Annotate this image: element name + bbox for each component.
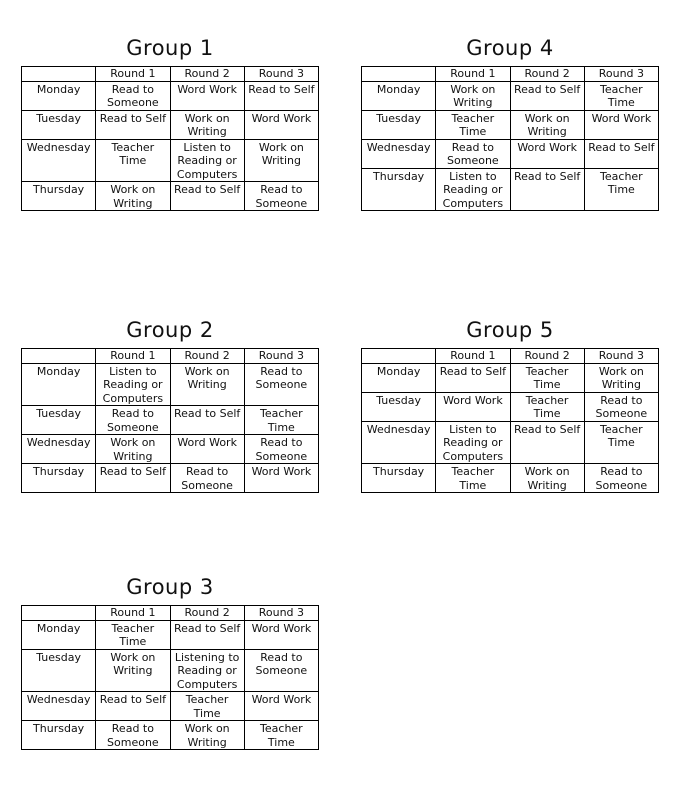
- schedule-table: [21, 348, 319, 493]
- group-2: [21, 315, 319, 493]
- activity-cell: Read to Self: [96, 692, 170, 721]
- activity-cell: Word Work: [244, 110, 318, 139]
- activity-cell: Word Work: [170, 81, 244, 110]
- activity-cell: Word Work: [244, 620, 318, 649]
- round-header: Round 3: [244, 349, 318, 364]
- activity-cell: Word Work: [244, 464, 318, 493]
- activity-cell: Teacher Time: [584, 168, 658, 211]
- activity-cell: Listen to Reading or Computers: [96, 363, 170, 406]
- table-row: [362, 464, 659, 493]
- table-row: [362, 421, 659, 464]
- schedule-table: [21, 66, 319, 211]
- activity-cell: Teacher Time: [170, 692, 244, 721]
- activity-cell: Read to Someone: [244, 649, 318, 692]
- group-title: Group 5: [466, 318, 554, 342]
- group-4: [361, 33, 659, 211]
- activity-cell: Word Work: [584, 110, 658, 139]
- activity-cell: Read to Self: [510, 168, 584, 211]
- table-row: [22, 649, 319, 692]
- day-cell: Thursday: [362, 168, 436, 211]
- table-row: [22, 692, 319, 721]
- header-row: [362, 67, 659, 82]
- activity-cell: Read to Someone: [96, 81, 170, 110]
- activity-cell: Teacher Time: [510, 392, 584, 421]
- activity-cell: Listen to Reading or Computers: [436, 421, 510, 464]
- round-header: Round 1: [96, 606, 170, 621]
- group-1: [21, 33, 319, 211]
- round-header: Round 3: [584, 349, 658, 364]
- day-cell: Wednesday: [22, 435, 96, 464]
- activity-cell: Read to Self: [436, 363, 510, 392]
- activity-cell: Read to Someone: [96, 721, 170, 750]
- day-cell: Monday: [362, 81, 436, 110]
- day-cell: Wednesday: [22, 139, 96, 182]
- activity-cell: Teacher Time: [584, 81, 658, 110]
- activity-cell: Work on Writing: [510, 464, 584, 493]
- day-cell: Wednesday: [362, 139, 436, 168]
- table-row: [22, 81, 319, 110]
- day-cell: Thursday: [22, 721, 96, 750]
- table-row: [22, 721, 319, 750]
- activity-cell: Read to Self: [96, 110, 170, 139]
- round-header: Round 2: [170, 606, 244, 621]
- activity-cell: Work on Writing: [436, 81, 510, 110]
- table-row: [22, 110, 319, 139]
- round-header: Round 1: [96, 67, 170, 82]
- day-cell: Monday: [362, 363, 436, 392]
- corner-cell: [22, 606, 96, 621]
- day-cell: Monday: [22, 620, 96, 649]
- activity-cell: Read to Self: [170, 620, 244, 649]
- activity-cell: Listen to Reading or Computers: [436, 168, 510, 211]
- header-row: [22, 349, 319, 364]
- corner-cell: [22, 349, 96, 364]
- round-header: Round 1: [96, 349, 170, 364]
- header-row: [22, 606, 319, 621]
- day-cell: Monday: [22, 81, 96, 110]
- group-title: Group 2: [126, 318, 214, 342]
- activity-cell: Teacher Time: [584, 421, 658, 464]
- activity-cell: Teacher Time: [244, 721, 318, 750]
- activity-cell: Word Work: [244, 692, 318, 721]
- table-row: [362, 110, 659, 139]
- day-cell: Tuesday: [22, 649, 96, 692]
- table-row: [362, 363, 659, 392]
- day-cell: Thursday: [22, 464, 96, 493]
- round-header: Round 3: [584, 67, 658, 82]
- activity-cell: Listen to Reading or Computers: [170, 139, 244, 182]
- table-row: [362, 139, 659, 168]
- corner-cell: [22, 67, 96, 82]
- round-header: Round 1: [436, 349, 510, 364]
- group-5: [361, 315, 659, 493]
- table-row: [22, 139, 319, 182]
- activity-cell: Work on Writing: [170, 363, 244, 406]
- activity-cell: Teacher Time: [244, 406, 318, 435]
- header-row: [362, 349, 659, 364]
- activity-cell: Teacher Time: [510, 363, 584, 392]
- activity-cell: Read to Self: [510, 421, 584, 464]
- schedule-table: [21, 605, 319, 750]
- table-row: [362, 81, 659, 110]
- round-header: Round 2: [170, 349, 244, 364]
- activity-cell: Read to Someone: [170, 464, 244, 493]
- table-row: [22, 435, 319, 464]
- activity-cell: Work on Writing: [96, 435, 170, 464]
- day-cell: Tuesday: [362, 110, 436, 139]
- activity-cell: Read to Self: [244, 81, 318, 110]
- activity-cell: Read to Someone: [96, 406, 170, 435]
- group-title: Group 1: [126, 36, 214, 60]
- activity-cell: Listening to Reading or Computers: [170, 649, 244, 692]
- activity-cell: Work on Writing: [584, 363, 658, 392]
- table-row: [362, 392, 659, 421]
- day-cell: Tuesday: [22, 406, 96, 435]
- activity-cell: Read to Someone: [584, 464, 658, 493]
- activity-cell: Read to Someone: [584, 392, 658, 421]
- table-row: [22, 363, 319, 406]
- round-header: Round 2: [510, 349, 584, 364]
- schedule-table: [361, 66, 659, 211]
- round-header: Round 3: [244, 67, 318, 82]
- day-cell: Thursday: [362, 464, 436, 493]
- table-row: [22, 406, 319, 435]
- table-row: [22, 182, 319, 211]
- day-cell: Tuesday: [22, 110, 96, 139]
- activity-cell: Work on Writing: [170, 110, 244, 139]
- activity-cell: Work on Writing: [170, 721, 244, 750]
- activity-cell: Read to Someone: [436, 139, 510, 168]
- header-row: [22, 67, 319, 82]
- schedule-table: [361, 348, 659, 493]
- table-row: [362, 168, 659, 211]
- round-header: Round 1: [436, 67, 510, 82]
- activity-cell: Work on Writing: [96, 182, 170, 211]
- group-3: [21, 572, 319, 750]
- activity-cell: Read to Self: [96, 464, 170, 493]
- corner-cell: [362, 67, 436, 82]
- activity-cell: Read to Self: [584, 139, 658, 168]
- activity-cell: Word Work: [510, 139, 584, 168]
- day-cell: Wednesday: [362, 421, 436, 464]
- activity-cell: Work on Writing: [96, 649, 170, 692]
- table-row: [22, 620, 319, 649]
- activity-cell: Teacher Time: [436, 110, 510, 139]
- activity-cell: Word Work: [436, 392, 510, 421]
- day-cell: Wednesday: [22, 692, 96, 721]
- activity-cell: Read to Someone: [244, 182, 318, 211]
- day-cell: Thursday: [22, 182, 96, 211]
- day-cell: Monday: [22, 363, 96, 406]
- corner-cell: [362, 349, 436, 364]
- day-cell: Tuesday: [362, 392, 436, 421]
- activity-cell: Work on Writing: [510, 110, 584, 139]
- activity-cell: Work on Writing: [244, 139, 318, 182]
- activity-cell: Teacher Time: [436, 464, 510, 493]
- activity-cell: Teacher Time: [96, 620, 170, 649]
- table-row: [22, 464, 319, 493]
- round-header: Round 2: [170, 67, 244, 82]
- group-title: Group 4: [466, 36, 554, 60]
- activity-cell: Read to Self: [170, 182, 244, 211]
- activity-cell: Read to Self: [510, 81, 584, 110]
- activity-cell: Read to Someone: [244, 435, 318, 464]
- group-title: Group 3: [126, 575, 214, 599]
- round-header: Round 2: [510, 67, 584, 82]
- round-header: Round 3: [244, 606, 318, 621]
- activity-cell: Read to Self: [170, 406, 244, 435]
- activity-cell: Read to Someone: [244, 363, 318, 406]
- activity-cell: Word Work: [170, 435, 244, 464]
- activity-cell: Teacher Time: [96, 139, 170, 182]
